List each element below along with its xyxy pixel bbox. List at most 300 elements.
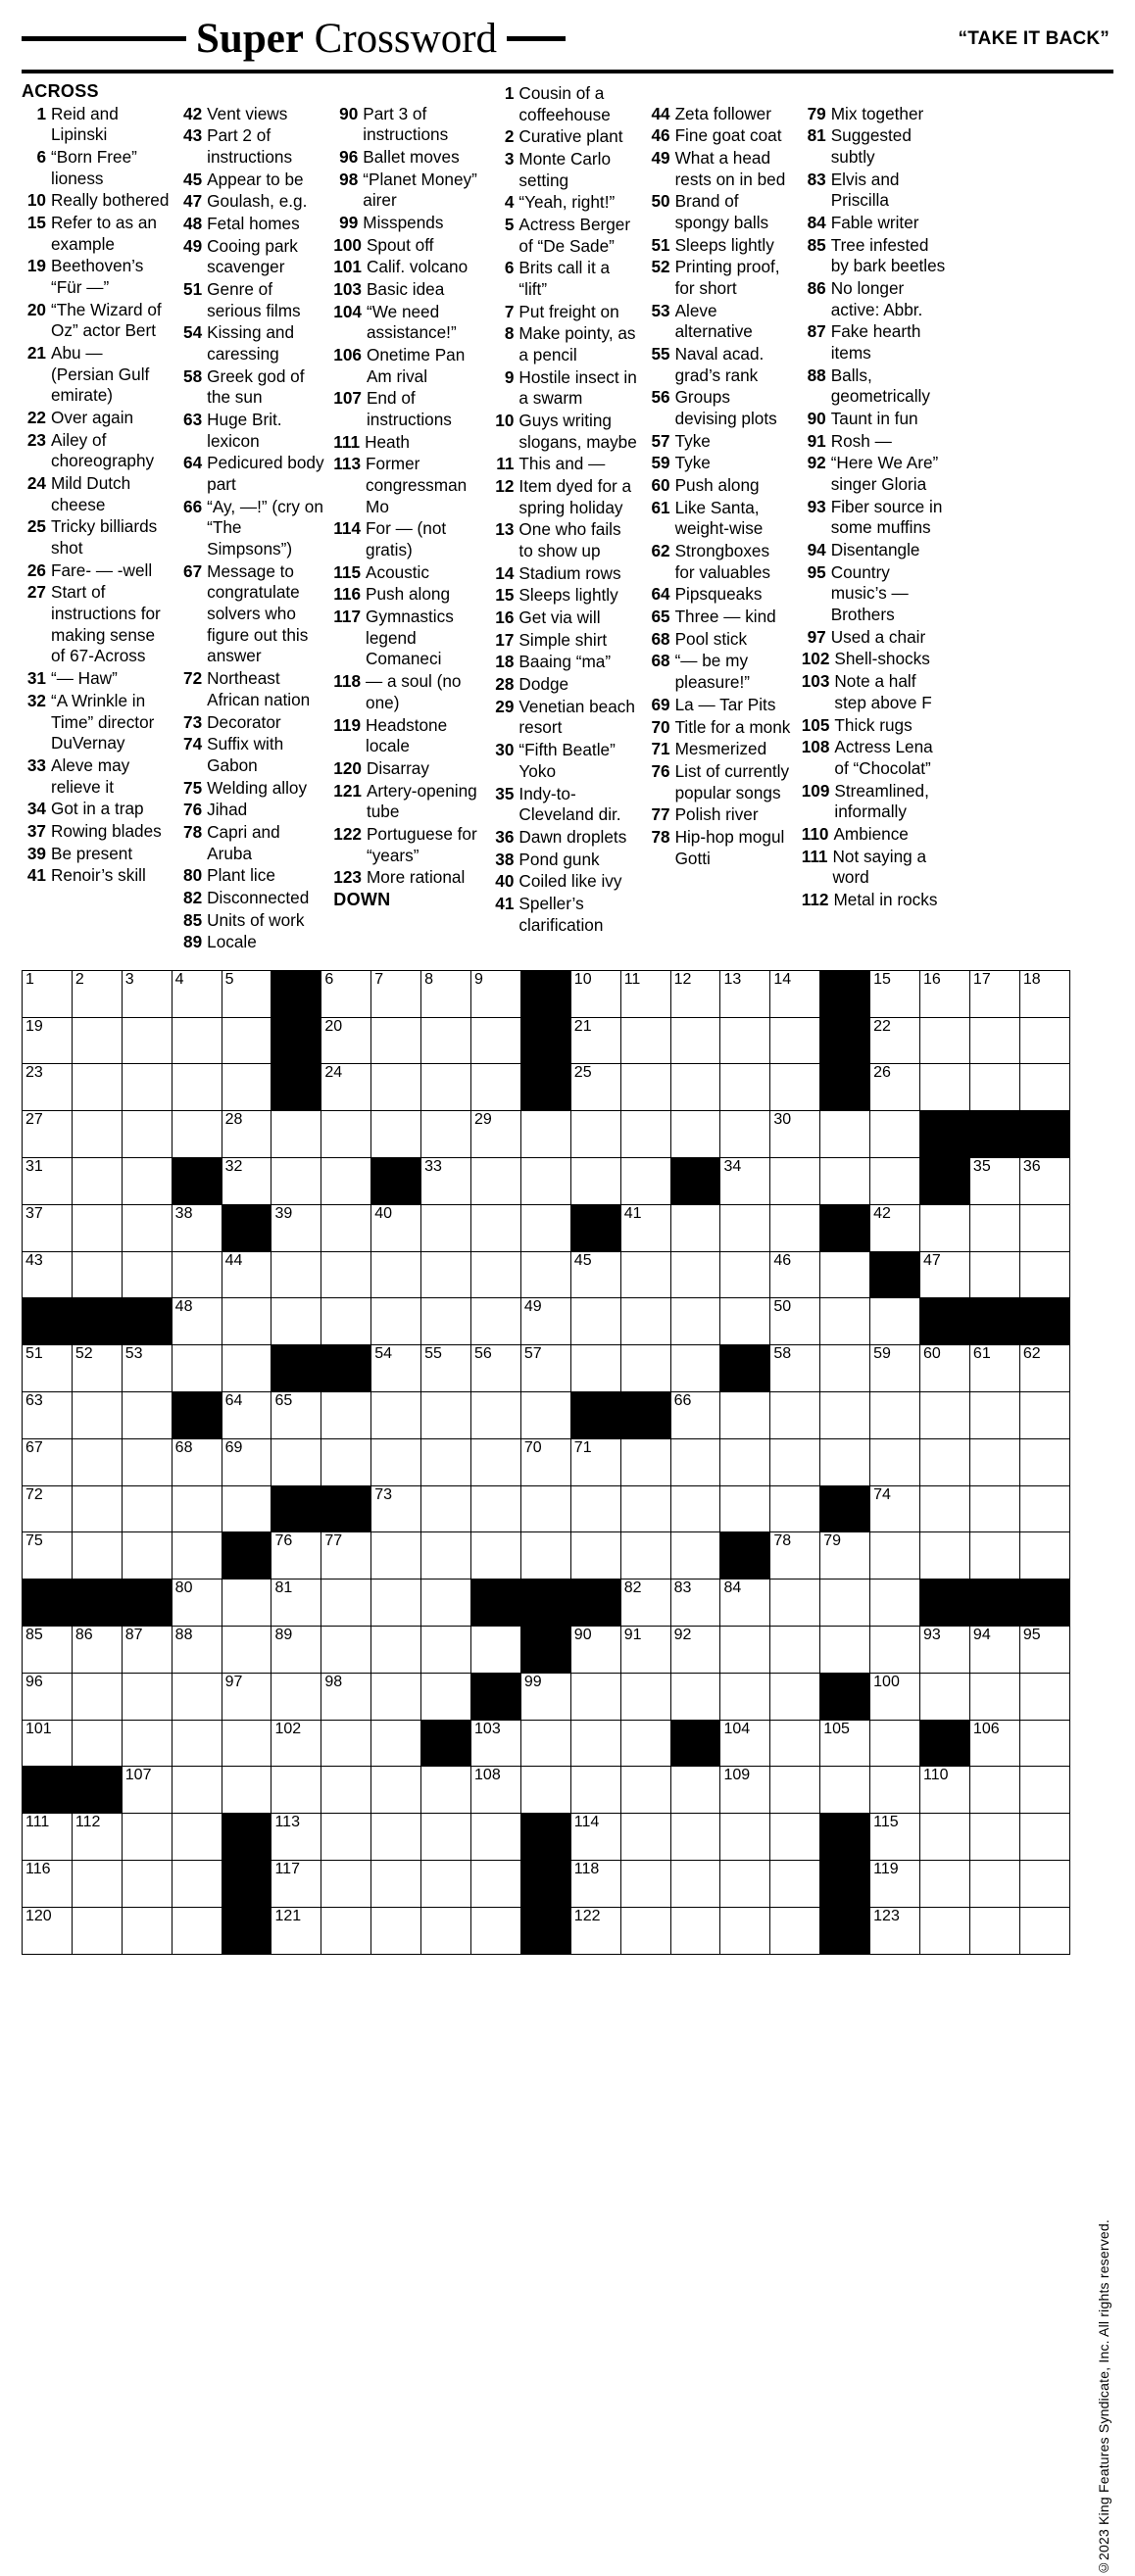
grid-cell[interactable]: [471, 1861, 521, 1908]
grid-cell[interactable]: [720, 1861, 770, 1908]
grid-cell[interactable]: [172, 1767, 222, 1814]
grid-cell[interactable]: [421, 1064, 471, 1111]
grid-cell[interactable]: [72, 1345, 122, 1392]
grid-cell[interactable]: [23, 1251, 73, 1298]
grid-cell[interactable]: [870, 1532, 920, 1580]
grid-cell[interactable]: [72, 1532, 122, 1580]
grid-cell[interactable]: [172, 1532, 222, 1580]
grid-cell[interactable]: [321, 1204, 371, 1251]
grid-cell[interactable]: [720, 1907, 770, 1954]
grid-cell[interactable]: [770, 1158, 820, 1205]
grid-cell[interactable]: [1019, 1204, 1069, 1251]
grid-cell[interactable]: [670, 1345, 720, 1392]
grid-cell[interactable]: [122, 1111, 172, 1158]
grid-cell[interactable]: [471, 1017, 521, 1064]
grid-cell[interactable]: [1019, 1345, 1069, 1392]
grid-cell[interactable]: [421, 1298, 471, 1345]
grid-cell[interactable]: [72, 1907, 122, 1954]
grid-cell[interactable]: [870, 1673, 920, 1720]
grid-cell[interactable]: [321, 1673, 371, 1720]
grid-cell[interactable]: [770, 1767, 820, 1814]
grid-cell[interactable]: [172, 970, 222, 1017]
grid-cell[interactable]: [770, 1814, 820, 1861]
grid-cell[interactable]: [421, 970, 471, 1017]
grid-cell[interactable]: [770, 1485, 820, 1532]
grid-cell[interactable]: [471, 1064, 521, 1111]
grid-cell[interactable]: [371, 1204, 421, 1251]
grid-cell[interactable]: [770, 1204, 820, 1251]
grid-cell[interactable]: [271, 1814, 321, 1861]
grid-cell[interactable]: [271, 1673, 321, 1720]
grid-cell[interactable]: [670, 1251, 720, 1298]
grid-cell[interactable]: [969, 1767, 1019, 1814]
grid-cell[interactable]: [271, 1438, 321, 1485]
grid-cell[interactable]: [371, 1345, 421, 1392]
grid-cell[interactable]: [321, 1720, 371, 1767]
grid-cell[interactable]: [670, 1627, 720, 1674]
grid-cell[interactable]: [1019, 1627, 1069, 1674]
grid-cell[interactable]: [870, 1720, 920, 1767]
grid-cell[interactable]: [23, 1111, 73, 1158]
grid-cell[interactable]: [920, 970, 970, 1017]
grid-cell[interactable]: [222, 970, 271, 1017]
grid-cell[interactable]: [1019, 1438, 1069, 1485]
grid-cell[interactable]: [23, 1064, 73, 1111]
grid-cell[interactable]: [770, 1345, 820, 1392]
grid-cell[interactable]: [371, 1064, 421, 1111]
grid-cell[interactable]: [122, 1392, 172, 1439]
grid-cell[interactable]: [520, 1111, 570, 1158]
grid-cell[interactable]: [471, 1720, 521, 1767]
grid-cell[interactable]: [969, 1392, 1019, 1439]
grid-cell[interactable]: [820, 1251, 870, 1298]
grid-cell[interactable]: [620, 1438, 670, 1485]
grid-cell[interactable]: [920, 1251, 970, 1298]
grid-cell[interactable]: [570, 970, 620, 1017]
grid-cell[interactable]: [421, 1392, 471, 1439]
grid-cell[interactable]: [720, 1392, 770, 1439]
grid-cell[interactable]: [670, 1907, 720, 1954]
grid-cell[interactable]: [969, 1673, 1019, 1720]
grid-cell[interactable]: [271, 1392, 321, 1439]
grid-cell[interactable]: [770, 1392, 820, 1439]
grid-cell[interactable]: [570, 1532, 620, 1580]
grid-cell[interactable]: [172, 1861, 222, 1908]
grid-cell[interactable]: [172, 1814, 222, 1861]
grid-cell[interactable]: [620, 1814, 670, 1861]
grid-cell[interactable]: [570, 1861, 620, 1908]
grid-cell[interactable]: [23, 970, 73, 1017]
grid-cell[interactable]: [421, 1204, 471, 1251]
grid-cell[interactable]: [72, 970, 122, 1017]
grid-cell[interactable]: [620, 1580, 670, 1627]
grid-cell[interactable]: [520, 1673, 570, 1720]
grid-cell[interactable]: [371, 1111, 421, 1158]
grid-cell[interactable]: [222, 1627, 271, 1674]
grid-cell[interactable]: [870, 1907, 920, 1954]
grid-cell[interactable]: [920, 1345, 970, 1392]
grid-cell[interactable]: [421, 1111, 471, 1158]
grid-cell[interactable]: [720, 1580, 770, 1627]
grid-cell[interactable]: [471, 970, 521, 1017]
grid-cell[interactable]: [620, 1532, 670, 1580]
grid-cell[interactable]: [122, 1861, 172, 1908]
grid-cell[interactable]: [870, 1204, 920, 1251]
grid-cell[interactable]: [271, 1767, 321, 1814]
grid-cell[interactable]: [969, 1720, 1019, 1767]
grid-cell[interactable]: [920, 1627, 970, 1674]
grid-cell[interactable]: [570, 1720, 620, 1767]
grid-cell[interactable]: [421, 1251, 471, 1298]
grid-cell[interactable]: [620, 1345, 670, 1392]
grid-cell[interactable]: [72, 1720, 122, 1767]
grid-cell[interactable]: [321, 1064, 371, 1111]
grid-cell[interactable]: [969, 1485, 1019, 1532]
grid-cell[interactable]: [421, 1158, 471, 1205]
grid-cell[interactable]: [172, 1017, 222, 1064]
grid-cell[interactable]: [471, 1627, 521, 1674]
grid-cell[interactable]: [1019, 1392, 1069, 1439]
grid-cell[interactable]: [520, 1532, 570, 1580]
grid-cell[interactable]: [321, 1627, 371, 1674]
grid-cell[interactable]: [471, 1298, 521, 1345]
grid-cell[interactable]: [720, 1767, 770, 1814]
grid-cell[interactable]: [222, 1580, 271, 1627]
grid-cell[interactable]: [371, 1438, 421, 1485]
grid-cell[interactable]: [471, 1392, 521, 1439]
grid-cell[interactable]: [620, 1017, 670, 1064]
grid-cell[interactable]: [570, 1345, 620, 1392]
grid-cell[interactable]: [122, 1251, 172, 1298]
grid-cell[interactable]: [1019, 1720, 1069, 1767]
grid-cell[interactable]: [72, 1438, 122, 1485]
grid-cell[interactable]: [23, 1673, 73, 1720]
grid-cell[interactable]: [820, 1720, 870, 1767]
grid-cell[interactable]: [172, 1907, 222, 1954]
grid-cell[interactable]: [72, 1251, 122, 1298]
grid-cell[interactable]: [969, 1814, 1019, 1861]
grid-cell[interactable]: [222, 1438, 271, 1485]
grid-cell[interactable]: [520, 1720, 570, 1767]
grid-cell[interactable]: [820, 1438, 870, 1485]
grid-cell[interactable]: [670, 1111, 720, 1158]
grid-cell[interactable]: [969, 1532, 1019, 1580]
grid-cell[interactable]: [471, 1158, 521, 1205]
grid-cell[interactable]: [870, 1861, 920, 1908]
grid-cell[interactable]: [720, 1017, 770, 1064]
grid-cell[interactable]: [371, 1580, 421, 1627]
grid-cell[interactable]: [770, 1298, 820, 1345]
grid-cell[interactable]: [172, 1485, 222, 1532]
grid-cell[interactable]: [920, 1438, 970, 1485]
grid-cell[interactable]: [820, 1298, 870, 1345]
grid-cell[interactable]: [271, 1861, 321, 1908]
grid-cell[interactable]: [471, 1204, 521, 1251]
grid-cell[interactable]: [720, 1158, 770, 1205]
grid-cell[interactable]: [620, 1673, 670, 1720]
grid-cell[interactable]: [620, 1111, 670, 1158]
grid-cell[interactable]: [72, 1158, 122, 1205]
grid-cell[interactable]: [172, 1298, 222, 1345]
grid-cell[interactable]: [1019, 970, 1069, 1017]
grid-cell[interactable]: [570, 1017, 620, 1064]
grid-cell[interactable]: [770, 1673, 820, 1720]
grid-cell[interactable]: [969, 1861, 1019, 1908]
grid-cell[interactable]: [72, 1485, 122, 1532]
grid-cell[interactable]: [770, 1907, 820, 1954]
grid-cell[interactable]: [122, 1485, 172, 1532]
grid-cell[interactable]: [421, 1580, 471, 1627]
grid-cell[interactable]: [969, 1438, 1019, 1485]
grid-cell[interactable]: [23, 1907, 73, 1954]
grid-cell[interactable]: [920, 1907, 970, 1954]
grid-cell[interactable]: [870, 1438, 920, 1485]
grid-cell[interactable]: [570, 1814, 620, 1861]
grid-cell[interactable]: [570, 1298, 620, 1345]
grid-cell[interactable]: [870, 1158, 920, 1205]
grid-cell[interactable]: [920, 1017, 970, 1064]
grid-cell[interactable]: [620, 1204, 670, 1251]
grid-cell[interactable]: [421, 1017, 471, 1064]
grid-cell[interactable]: [620, 1907, 670, 1954]
grid-cell[interactable]: [72, 1064, 122, 1111]
grid-cell[interactable]: [870, 1017, 920, 1064]
grid-cell[interactable]: [520, 1345, 570, 1392]
grid-cell[interactable]: [670, 1580, 720, 1627]
grid-cell[interactable]: [222, 1392, 271, 1439]
grid-cell[interactable]: [172, 1720, 222, 1767]
grid-cell[interactable]: [1019, 1861, 1069, 1908]
grid-cell[interactable]: [321, 1580, 371, 1627]
grid-cell[interactable]: [321, 1392, 371, 1439]
grid-cell[interactable]: [271, 1158, 321, 1205]
grid-cell[interactable]: [222, 1673, 271, 1720]
grid-cell[interactable]: [820, 1392, 870, 1439]
grid-cell[interactable]: [820, 1158, 870, 1205]
grid-cell[interactable]: [321, 1251, 371, 1298]
grid-cell[interactable]: [1019, 1064, 1069, 1111]
grid-cell[interactable]: [122, 1158, 172, 1205]
grid-cell[interactable]: [421, 1345, 471, 1392]
grid-cell[interactable]: [23, 1814, 73, 1861]
grid-cell[interactable]: [920, 1767, 970, 1814]
grid-cell[interactable]: [670, 1485, 720, 1532]
grid-cell[interactable]: [321, 1861, 371, 1908]
grid-cell[interactable]: [321, 1767, 371, 1814]
grid-cell[interactable]: [23, 1485, 73, 1532]
grid-cell[interactable]: [570, 1064, 620, 1111]
grid-cell[interactable]: [920, 1392, 970, 1439]
grid-cell[interactable]: [670, 1017, 720, 1064]
grid-cell[interactable]: [570, 1251, 620, 1298]
grid-cell[interactable]: [371, 970, 421, 1017]
grid-cell[interactable]: [770, 1111, 820, 1158]
grid-cell[interactable]: [620, 1298, 670, 1345]
grid-cell[interactable]: [222, 1251, 271, 1298]
grid-cell[interactable]: [421, 1532, 471, 1580]
grid-cell[interactable]: [870, 1814, 920, 1861]
grid-cell[interactable]: [820, 1111, 870, 1158]
grid-cell[interactable]: [570, 1438, 620, 1485]
grid-cell[interactable]: [371, 1298, 421, 1345]
grid-cell[interactable]: [820, 1627, 870, 1674]
grid-cell[interactable]: [670, 970, 720, 1017]
grid-cell[interactable]: [670, 1673, 720, 1720]
grid-cell[interactable]: [570, 1111, 620, 1158]
grid-cell[interactable]: [172, 1627, 222, 1674]
grid-cell[interactable]: [421, 1485, 471, 1532]
grid-cell[interactable]: [72, 1204, 122, 1251]
grid-cell[interactable]: [222, 1298, 271, 1345]
grid-cell[interactable]: [271, 1204, 321, 1251]
grid-cell[interactable]: [720, 1438, 770, 1485]
grid-cell[interactable]: [222, 1158, 271, 1205]
grid-cell[interactable]: [371, 1673, 421, 1720]
grid-cell[interactable]: [371, 1627, 421, 1674]
grid-cell[interactable]: [620, 1861, 670, 1908]
grid-cell[interactable]: [321, 1814, 371, 1861]
grid-cell[interactable]: [421, 1673, 471, 1720]
grid-cell[interactable]: [670, 1861, 720, 1908]
grid-cell[interactable]: [122, 1017, 172, 1064]
grid-cell[interactable]: [870, 1298, 920, 1345]
grid-cell[interactable]: [770, 1064, 820, 1111]
grid-cell[interactable]: [72, 1673, 122, 1720]
grid-cell[interactable]: [371, 1814, 421, 1861]
grid-cell[interactable]: [920, 1204, 970, 1251]
grid-cell[interactable]: [720, 1485, 770, 1532]
grid-cell[interactable]: [870, 970, 920, 1017]
grid-cell[interactable]: [72, 1814, 122, 1861]
grid-cell[interactable]: [520, 1438, 570, 1485]
grid-cell[interactable]: [271, 1111, 321, 1158]
grid-cell[interactable]: [172, 1345, 222, 1392]
grid-cell[interactable]: [820, 1345, 870, 1392]
grid-cell[interactable]: [72, 1627, 122, 1674]
grid-cell[interactable]: [23, 1438, 73, 1485]
grid-cell[interactable]: [72, 1017, 122, 1064]
grid-cell[interactable]: [471, 1814, 521, 1861]
grid-cell[interactable]: [520, 1767, 570, 1814]
grid-cell[interactable]: [969, 970, 1019, 1017]
grid-cell[interactable]: [770, 1580, 820, 1627]
grid-cell[interactable]: [23, 1392, 73, 1439]
grid-cell[interactable]: [670, 1392, 720, 1439]
grid-cell[interactable]: [770, 1720, 820, 1767]
grid-cell[interactable]: [969, 1017, 1019, 1064]
grid-cell[interactable]: [321, 1158, 371, 1205]
grid-cell[interactable]: [321, 1532, 371, 1580]
grid-cell[interactable]: [172, 1111, 222, 1158]
grid-cell[interactable]: [969, 1907, 1019, 1954]
grid-cell[interactable]: [820, 1580, 870, 1627]
grid-cell[interactable]: [222, 1017, 271, 1064]
grid-cell[interactable]: [670, 1204, 720, 1251]
grid-cell[interactable]: [870, 1580, 920, 1627]
grid-cell[interactable]: [321, 1907, 371, 1954]
grid-cell[interactable]: [72, 1861, 122, 1908]
grid-cell[interactable]: [271, 1251, 321, 1298]
grid-cell[interactable]: [471, 1251, 521, 1298]
grid-cell[interactable]: [271, 1580, 321, 1627]
grid-cell[interactable]: [172, 1580, 222, 1627]
grid-cell[interactable]: [23, 1204, 73, 1251]
grid-cell[interactable]: [670, 1298, 720, 1345]
grid-cell[interactable]: [969, 1251, 1019, 1298]
grid-cell[interactable]: [172, 1673, 222, 1720]
grid-cell[interactable]: [720, 1627, 770, 1674]
grid-cell[interactable]: [321, 1111, 371, 1158]
grid-cell[interactable]: [520, 1485, 570, 1532]
grid-cell[interactable]: [172, 1438, 222, 1485]
grid-cell[interactable]: [271, 1720, 321, 1767]
grid-cell[interactable]: [371, 1251, 421, 1298]
grid-cell[interactable]: [969, 1345, 1019, 1392]
grid-cell[interactable]: [720, 1111, 770, 1158]
grid-cell[interactable]: [770, 1627, 820, 1674]
grid-cell[interactable]: [122, 1673, 172, 1720]
grid-cell[interactable]: [920, 1064, 970, 1111]
grid-cell[interactable]: [920, 1673, 970, 1720]
grid-cell[interactable]: [720, 1204, 770, 1251]
grid-cell[interactable]: [122, 1204, 172, 1251]
grid-cell[interactable]: [620, 1158, 670, 1205]
grid-cell[interactable]: [471, 1345, 521, 1392]
grid-cell[interactable]: [72, 1392, 122, 1439]
grid-cell[interactable]: [620, 970, 670, 1017]
grid-cell[interactable]: [720, 1251, 770, 1298]
grid-cell[interactable]: [421, 1438, 471, 1485]
grid-cell[interactable]: [570, 1485, 620, 1532]
grid-cell[interactable]: [23, 1017, 73, 1064]
grid-cell[interactable]: [520, 1204, 570, 1251]
grid-cell[interactable]: [969, 1204, 1019, 1251]
grid-cell[interactable]: [222, 1345, 271, 1392]
grid-cell[interactable]: [371, 1861, 421, 1908]
grid-cell[interactable]: [471, 1907, 521, 1954]
grid-cell[interactable]: [720, 970, 770, 1017]
grid-cell[interactable]: [670, 1814, 720, 1861]
grid-cell[interactable]: [969, 1064, 1019, 1111]
grid-cell[interactable]: [222, 1720, 271, 1767]
grid-cell[interactable]: [371, 1017, 421, 1064]
grid-cell[interactable]: [1019, 1673, 1069, 1720]
grid-cell[interactable]: [271, 1627, 321, 1674]
grid-cell[interactable]: [122, 1064, 172, 1111]
grid-cell[interactable]: [172, 1204, 222, 1251]
grid-cell[interactable]: [670, 1767, 720, 1814]
grid-cell[interactable]: [471, 1767, 521, 1814]
grid-cell[interactable]: [23, 1861, 73, 1908]
grid-cell[interactable]: [1019, 1907, 1069, 1954]
grid-cell[interactable]: [570, 1158, 620, 1205]
grid-cell[interactable]: [122, 1814, 172, 1861]
grid-cell[interactable]: [371, 1767, 421, 1814]
grid-cell[interactable]: [271, 1907, 321, 1954]
grid-cell[interactable]: [222, 1064, 271, 1111]
grid-cell[interactable]: [620, 1627, 670, 1674]
grid-cell[interactable]: [421, 1814, 471, 1861]
grid-cell[interactable]: [720, 1673, 770, 1720]
grid-cell[interactable]: [870, 1627, 920, 1674]
grid-cell[interactable]: [770, 1017, 820, 1064]
grid-cell[interactable]: [870, 1485, 920, 1532]
grid-cell[interactable]: [421, 1907, 471, 1954]
grid-cell[interactable]: [23, 1345, 73, 1392]
grid-cell[interactable]: [720, 1720, 770, 1767]
grid-cell[interactable]: [23, 1532, 73, 1580]
grid-cell[interactable]: [870, 1111, 920, 1158]
